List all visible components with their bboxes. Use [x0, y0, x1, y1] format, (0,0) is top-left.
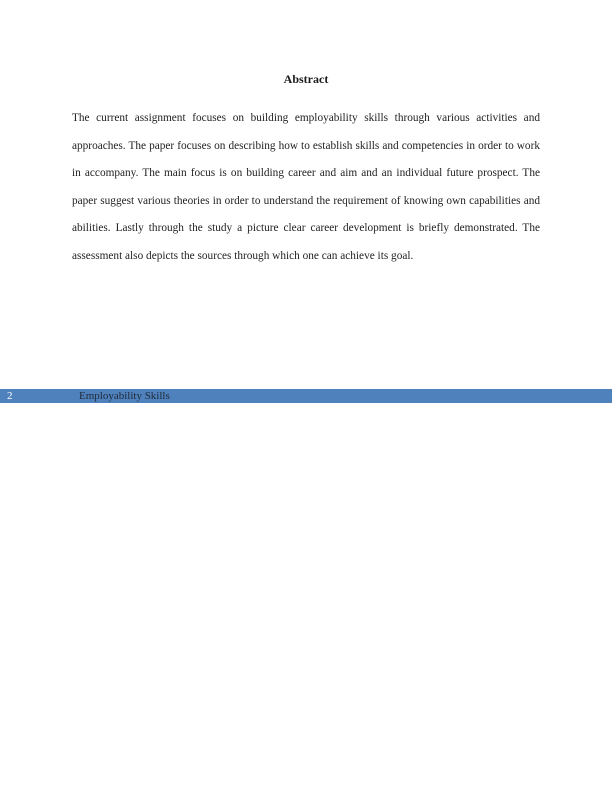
running-title: Employability Skills — [79, 390, 170, 402]
abstract-paragraph: The current assignment focuses on building employability skills through various activities and approaches. The paper focuses on describing how to establish skills and competencies in order to work in accompany. The main focus is on building career and aim and an individual future prospect. The paper suggest various theories in order to understand the requirement of knowing own capabilities and abilities. Lastly through the study a picture clear career development is briefly demonstrated. The assessment also depicts the sources through which one can achieve its goal. — [72, 112, 540, 262]
abstract-heading: Abstract — [283, 72, 329, 86]
page-footer-band — [0, 389, 612, 403]
page-number: 2 — [7, 390, 13, 402]
